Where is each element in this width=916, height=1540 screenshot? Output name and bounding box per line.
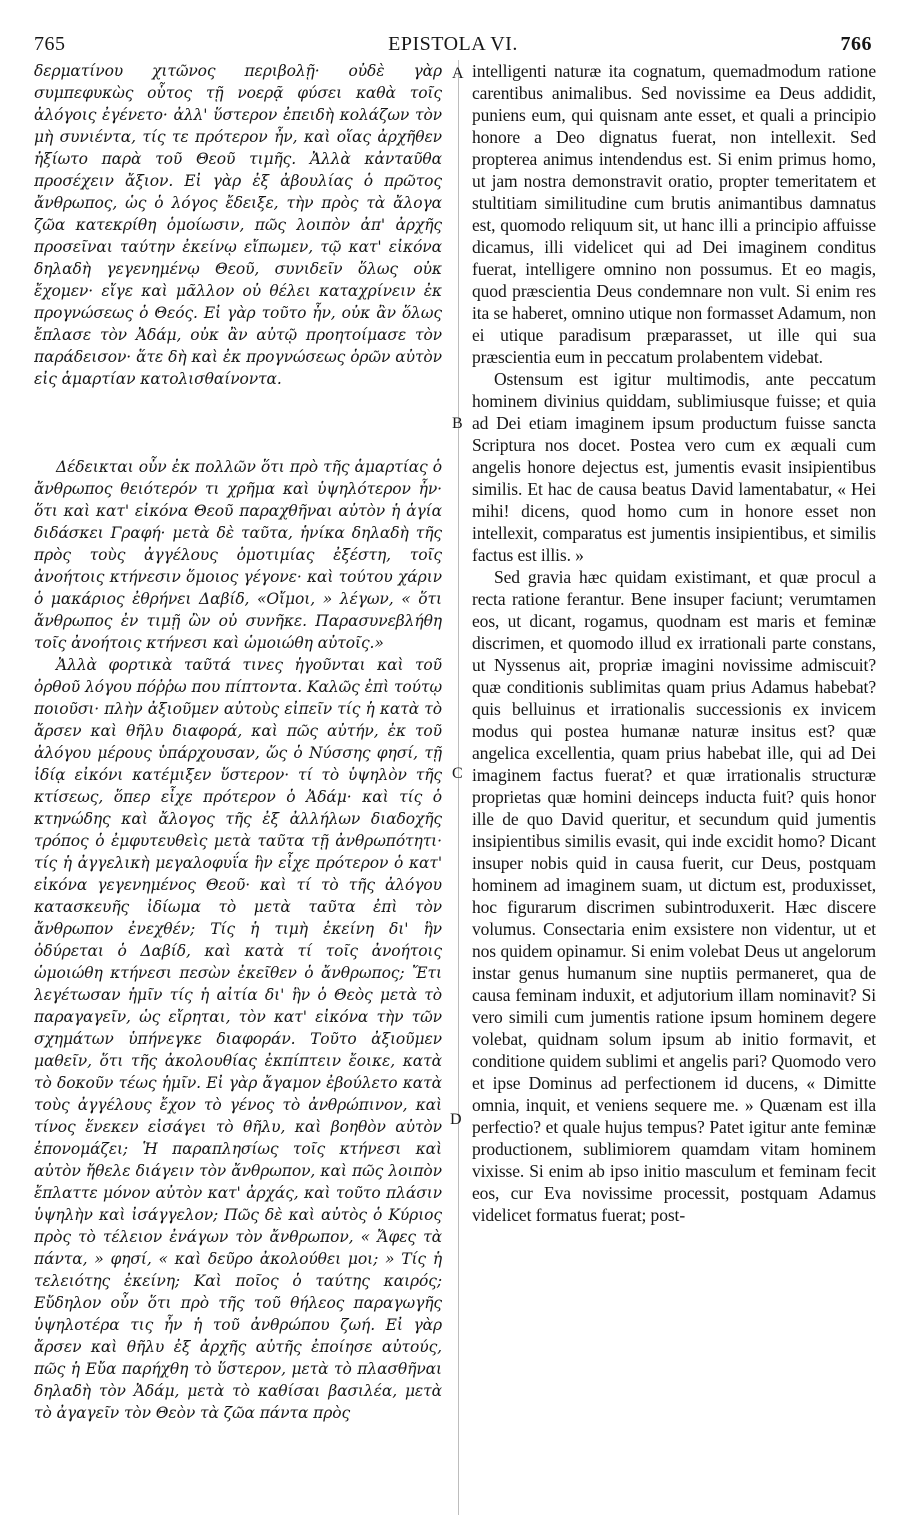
- latin-paragraph-3: Sed gravia hæc quidam existimant, et quæ procul a recta ratione ferantur. Bene insuper faciunt; verumtamen eos, ut dicant, rogamus, quodnam est maris et feminæ discrimen, et quomodo illud ex irrationali parte constans, ut Nyssenus ait, propriæ imagini novissime admiscuit? quæ conditionis sublimitas quam prius Adamus habebat? quis belluinus et irrationalis successionis ex invicem modus qui postea humanæ naturæ insitus est? quæ angelica excellentia, quam prius habebat ille, qui ad Dei imaginem factus fuerat? et quæ irrationalis structuræ proprietas quæ homini deinceps inducta fuit? quis honor ille de quo David queritur, et secundum quid jumentis insipientibus similis evasit, qui inde excidit homo? Dicant insuper nobis quid in causa fuerit, cur Deus, postquam hominem ad imaginem suam, ut dictum est, produxisset, hoc figurarum discrimen subintroduxerit. Hæc discere volumus. Consectaria enim exsistere non videntur, ut et nos quidem opinamur. Si enim volebat Deus ut angelorum instar genus humanum sine nuptiis permaneret, qua de causa feminam induxit, et adjutorium illam nominavit? Si vero simili cum jumentis ratione ipsum hominem degere volebat, quidnam solum ipsum ab initio formavit, et conditione quidem sublimi et angelis pari? Quomodo vero et ipse Dominus ad perfectionem id ducens, « Dimitte omnia, inquit, et veniens sequere me. » Quænam est illa perfectio? et quale hujus tempus? Patet igitur ante feminæ productionem, sublimiorem quamdam vitam hominem vixisse. Si enim ab ipso initio masculum et feminam fecit eos, cur Eva novissime processit, postquam Adamus videlicet formatus fuerat; post-: [472, 567, 876, 1225]
- greek-paragraph-3: Ἀλλὰ φορτικὰ ταῦτά τινες ἡγοῦνται καὶ τοῦ ὀρθοῦ λόγου πόῤῥω που πίπτοντα. Καλῶς ἐπὶ τούτῳ ποιοῦσι· πλὴν ἀξιοῦμεν αὐτοὺς εἰπεῖν τίς ἡ κατὰ τὸ ἄρσεν καὶ θῆλυ διαφορά, καὶ πῶς αὐτήν, ἐκ τοῦ ἀλόγου μέρους ὑπάρχουσαν, ὥς ὁ Νύσσης φησί, τῇ ἰδίᾳ εἰκόνι κατέμιξεν ὕστερον· τί τὸ ὑψηλὸν τῆς κτίσεως, ὅπερ εἶχε πρότερον ὁ Ἀδάμ· καὶ τίς ὁ κτηνώδης καὶ ἄλογος τῆς ἐξ ἀλλήλων διαδοχῆς τρόπος ὁ ἐμφυτευθεὶς μετὰ ταῦτα τῇ ἀνθρωπότητι· τίς ἡ ἀγγελικὴ μεγαλοφυΐα ἣν εἶχε πρότερον ὁ κατ' εἰκόνα γεγενημένος Θεοῦ· καὶ τί τὸ τῆς ἀλόγου κατασκευῆς ἰδίωμα τὸ μετὰ ταῦτα ἐπὶ τὸν ἄνθρωπον ἐνεχθέν; Τίς ἡ τιμὴ ἐκείνη δι' ἣν ὀδύρεται ὁ Δαβίδ, καὶ κατὰ τί τοῖς ἀνοήτοις ὡμοιώθη κτήνεσι πεσὼν ἐκεῖθεν ὁ ἄνθρωπος; Ἔτι λεγέτωσαν ἡμῖν τίς ἡ αἰτία δι' ἣν ὁ Θεὸς μετὰ τὸ παραγαγεῖν, ὡς εἴρηται, τὸν κατ' εἰκόνα τὴν τῶν σχημάτων ὑπήνεγκε διαφοράν. Τοῦτο ἀξιοῦμεν μαθεῖν, ὅτι τῆς ἀκολουθίας ἐκπίπτειν ἔοικε, κατὰ τὸ δοκοῦν τέως ἡμῖν. Εἰ γὰρ ἄγαμον ἐβούλετο κατὰ τοὺς ἀγγέλους ἔχον τὸ γένος τὸ ἀνθρώπινον, καὶ τίνος ἕνεκεν εἰσάγει τὸ θῆλυ, καὶ βοηθὸν αὐτὸν ἐπονομάζει; Ἡ παραπλησίως τοῖς κτήνεσι καὶ αὐτὸν ἤθελε διάγειν τὸν ἄνθρωπον, καὶ πῶς λοιπὸν ἔπλαττε μόνον αὐτὸν κατ' ἀρχάς, καὶ τοῦτο πλάσιν ὑψηλὴν καὶ ἰσάγγελον; Πῶς δὲ καὶ αὐτὸς ὁ Κύριος πρὸς τὸ τέλειον ἐνάγων τὸν ἄνθρωπον, « Ἄφες τὰ πάντα, » φησί, « καὶ δεῦρο ἀκολούθει μοι; » Τίς ἡ τελειότης ἐκείνη; Καὶ ποῖος ὁ ταύτης καιρός; Εὔδηλον οὖν ὅτι πρὸ τῆς τοῦ θήλεος παραγωγῆς ὑψηλοτέρα τις ἦν ἡ τοῦ ἀνθρώπου ζωή. Εἰ γὰρ ἄρσεν καὶ θῆλυ ἐξ ἀρχῆς αὐτῆς ἐποίησε αὐτούς, πῶς ἡ Εὔα παρήχθη τὸ ὕστερον, μετὰ τὸ πλασθῆναι δηλαδὴ τὸν Ἀδάμ, μετὰ τὸ καθίσαι βασιλέα, μετὰ τὸ ἀγαγεῖν τὸν Θεὸν τὰ ζῶα πάντα πρὸς: [34, 656, 442, 1422]
- greek-column: [34, 60, 442, 1515]
- section-marker-b: B: [452, 415, 463, 432]
- greek-paragraph-2: Δέδεικται οὖν ἐκ πολλῶν ὅτι πρὸ τῆς ἁμαρτίας ὁ ἄνθρωπος θειότερόν τι χρῆμα καὶ ὑψηλότερον ἦν· ὅτι καὶ κατ' εἰκόνα Θεοῦ παραχθῆναι αὐτὸν ἡ ἁγία διδάσκει Γραφή· μετὰ δὲ ταῦτα, ἡνίκα δηλαδὴ τῆς πρὸς τοὺς ἀγγέλους ὁμοτιμίας ἐξέστη, τοῖς ἀνοήτοις κτήνεσιν ὅμοιος γέγονε· καὶ τούτου χάριν ὁ μακάριος ἐθρήνει Δαβίδ, «Οἴμοι, » λέγων, « ὅτι ἄνθρωπος ἐν τιμῇ ὢν οὐ συνῆκε. Παρασυνεβλήθη τοῖς ἀνοήτοις κτήνεσι καὶ ὡμοιώθη αὐτοῖς.»: [34, 458, 442, 652]
- latin-paragraph-1: intelligenti naturæ ita cognatum, quemadmodum ratione carentibus animalibus. Sed novissime ea Deus addidit, puniens eum, qui quisnam ante esset, et quali a principio honore a Deo dignatus fuerat, non intellexit. Sed propterea animus intendendus est. Si enim primus homo, ut jam nostra demonstravit oratio, propter temeritatem et stultitiam similitudine cum brutis animantibus damnatus est, quomodo reliquum sit, ut hanc illi a principio affuisse dicamus, illi videlicet qui ad Dei imaginem conditus fuerat, intelligere omnino non possumus. Et eo magis, quod præscientia Deus condemnare non vult. Si enim res ita se haberet, omnino utique non formasset Adamum, non ei utique paradisum præparasset, ut ille qui sua præscientia eum in peccatum prolabentem videbat.: [472, 61, 876, 367]
- section-marker-c: C: [452, 765, 463, 782]
- latin-column: [472, 60, 876, 1515]
- greek-paragraph-1: δερματίνου χιτῶνος περιβολῇ· οὐδὲ γὰρ συμπεφυκὼς οὗτος τῇ νοερᾷ φύσει καθὰ τοῖς ἀλόγοις ἐγένετο· ἀλλ' ὕστερον ἐπειδὴ κολάζων τὸν μὴ συνιέντα, τίς τε πρότερον ἦν, καὶ οἵας ἀρχῆθεν ἠξίωτο παρὰ τοῦ Θεοῦ τιμῆς. Ἀλλὰ κἀνταῦθα προσέχειν ἄξιον. Εἰ γὰρ ἐξ ἀβουλίας ὁ πρῶτος ἄνθρωπος, ὡς ὁ λόγος ἔδειξε, τὴν πρὸς τὰ ἄλογα ζῶα κατεκρίθη ὁμοίωσιν, πῶς λοιπὸν ἀπ' ἀρχῆς προσεῖναι ταύτην ἐκείνῳ εἴπωμεν, τῷ κατ' εἰκόνα δηλαδὴ γεγενημένῳ Θεοῦ, συνιδεῖν ὅλως οὐκ ἔχομεν· εἴγε καὶ μᾶλλον οὐ θέλει καταχρίνειν ἐκ προγνώσεως ὁ Θεός. Εἰ γὰρ τοῦτο ἦν, οὐκ ἂν ὅλως ἔπλασε τὸν Ἀδάμ, οὐκ ἂν αὐτῷ προητοίμασε τὸν παράδεισον· ἅτε δὴ καὶ ἐκ προγνώσεως ὁρῶν αὐτὸν εἰς ἁμαρτίαν κατολισθαίνοντα.: [34, 62, 442, 388]
- left-page-number: 765: [34, 33, 66, 55]
- section-marker-a: A: [452, 65, 464, 82]
- page-title: EPISTOLA VI.: [388, 33, 518, 55]
- right-page-number: 766: [840, 33, 872, 55]
- latin-paragraph-2: Ostensum est igitur multimodis, ante peccatum hominem divinius quiddam, sublimiusque fuisse; et quia ad Dei etiam imaginem ipsum productum fuisse sancta Scriptura nos docet. Postea vero cum ex æquali cum angelis honore dejectus est, jumentis evasit insipientibus similis. Et hac de causa beatus David lamentabatur, « Hei mihi! dicens, quod homo cum in honore esset non intellexit, comparatus est jumentis insipientibus, et similis factus est illis. »: [472, 369, 876, 565]
- column-divider: [458, 60, 459, 1515]
- section-marker-d: D: [450, 1111, 462, 1128]
- running-header: [34, 34, 872, 54]
